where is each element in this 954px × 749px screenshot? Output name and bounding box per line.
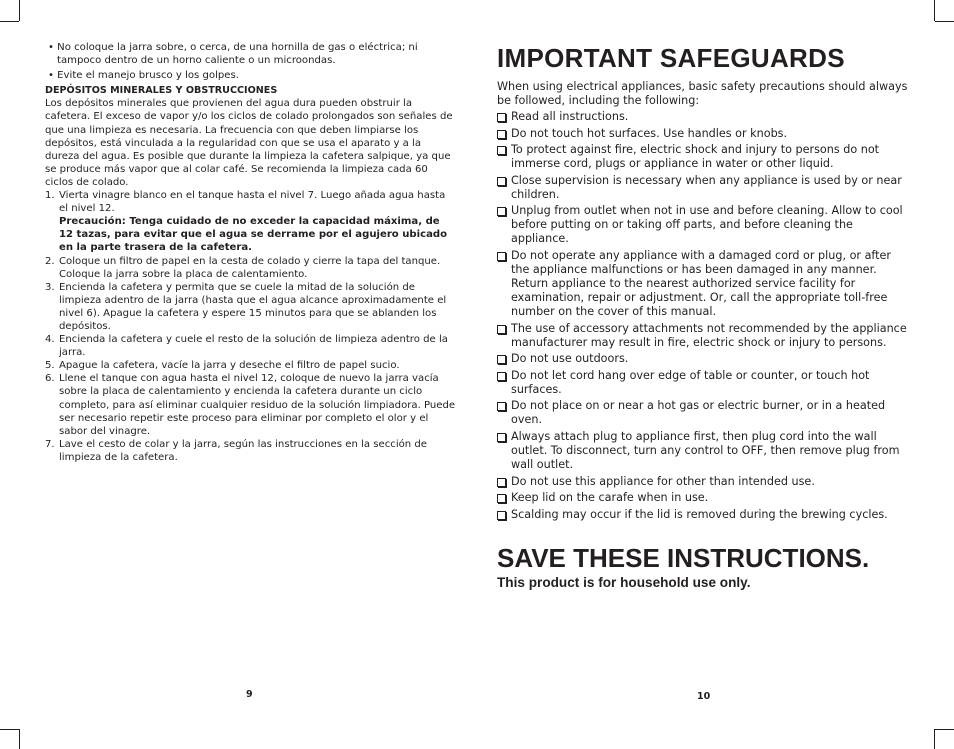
crop-mark-bottom-right-horizontal bbox=[935, 729, 954, 730]
household-use-note: This product is for household use only. bbox=[497, 574, 751, 590]
step-number: 4. bbox=[45, 334, 55, 346]
safeguard-text: Always attach plug to appliance first, then plug cord into the wall outlet. To disconnect, turn any control to OFF, then remove plug from wall outlet. bbox=[511, 429, 900, 471]
safeguard-text: Unplug from outlet when not in use and before cleaning. Allow to cool before putting on or taking off parts, and before cleaning the appliance. bbox=[511, 204, 903, 246]
step-number: 3. bbox=[45, 281, 55, 293]
step-item bbox=[45, 189, 457, 254]
bullet-text: Evite el manejo brusco y los golpes. bbox=[57, 70, 239, 82]
safeguard-text: Do not use outdoors. bbox=[511, 352, 629, 366]
safeguard-text: Scalding may occur if the lid is removed during the brewing cycles. bbox=[511, 507, 888, 521]
step-item bbox=[45, 359, 457, 372]
safeguard-item bbox=[497, 430, 909, 472]
cleaning-steps-list bbox=[45, 189, 457, 464]
safeguard-text: Read all instructions. bbox=[511, 110, 629, 123]
checkbox-square-icon bbox=[497, 207, 506, 216]
step-number: 6. bbox=[45, 373, 55, 385]
right-page-column bbox=[497, 44, 909, 590]
step-text: Encienda la cafetera y permita que se cuele la mitad de la solución de limpieza adentro de la jarra (hasta que el agua alcance aproximadamente el nivel 6). Apague la cafetera y espere 15 minutos para que se ablanden los depósitos. bbox=[59, 281, 447, 332]
step-number: 1. bbox=[45, 190, 55, 202]
page-title: IMPORTANT SAFEGUARDS bbox=[497, 43, 845, 73]
crop-mark-top-left-vertical bbox=[19, 0, 20, 21]
checkbox-square-icon bbox=[497, 372, 506, 381]
safeguard-item bbox=[497, 110, 909, 124]
checkbox-square-icon bbox=[497, 433, 506, 442]
bullet-text: No coloque la jarra sobre, o cerca, de una hornilla de gas o eléctrica; ni tampoco dentro de un horno caliente o un microondas. bbox=[57, 42, 418, 67]
safeguard-item bbox=[497, 143, 909, 171]
step-number: 2. bbox=[45, 255, 55, 267]
safeguard-item bbox=[497, 399, 909, 427]
step-item bbox=[45, 438, 457, 464]
checkbox-square-icon bbox=[497, 177, 506, 186]
step-text: Lave el cesto de colar y la jarra, según las instrucciones en la sección de limpieza de la cafetera. bbox=[59, 438, 428, 463]
crop-mark-bottom-right-vertical bbox=[934, 729, 935, 749]
crop-mark-top-right-horizontal bbox=[935, 21, 954, 22]
safeguard-item bbox=[497, 249, 909, 319]
checkbox-square-icon bbox=[497, 494, 506, 503]
left-page-column bbox=[45, 41, 457, 464]
safeguard-text: Do not use this appliance for other than intended use. bbox=[511, 474, 815, 488]
caution-text: Precaución: Tenga cuidado de no exceder la capacidad máxima, de 12 tazas, para evitar que el agua se derrame por el agujero ubicado en la parte trasera de la cafetera. bbox=[59, 216, 448, 254]
safeguards-list bbox=[497, 110, 909, 522]
section-heading: DEPÓSITOS MINERALES Y OBSTRUCCIONES bbox=[45, 85, 278, 97]
checkbox-square-icon bbox=[497, 113, 506, 122]
safeguard-item bbox=[497, 508, 909, 522]
safeguard-text: To protect against fire, electric shock and injury to persons do not immerse cord, plugs or appliance in water or other liquid. bbox=[511, 143, 880, 171]
step-text: Vierta vinagre blanco en el tanque hasta el nivel 7. Luego añada agua hasta el nivel 12. bbox=[59, 190, 446, 215]
step-number: 7. bbox=[45, 438, 55, 450]
bullet-item: • Evite el manejo brusco y los golpes. bbox=[48, 70, 239, 82]
step-item bbox=[45, 333, 457, 359]
step-number: 5. bbox=[45, 360, 55, 372]
checkbox-square-icon bbox=[497, 355, 506, 364]
crop-mark-top-right-vertical bbox=[934, 0, 935, 21]
safeguard-item bbox=[497, 322, 909, 350]
checkbox-square-icon bbox=[497, 402, 506, 411]
checkbox-square-icon bbox=[497, 146, 506, 155]
safeguard-text: Do not let cord hang over edge of table or counter, or touch hot surfaces. bbox=[511, 368, 870, 396]
checkbox-square-icon bbox=[497, 130, 506, 139]
section-intro: Los depósitos minerales que provienen del agua dura pueden obstruir la cafetera. El exceso de vapor y/o los ciclos de colado prolongados son señales de que una limpieza es necesaria. La frecuencia con que deben limpiarse los depósitos, está vinculada a la regularidad con que se usa el aparato y a la dureza del agua. Es posible que durante la limpieza la cafetera salpique, ya que se produce más vapor que al colar café. Se recomienda la limpieza cada 60 ciclos de colado. bbox=[45, 98, 453, 188]
safeguard-text: Keep lid on the carafe when in use. bbox=[511, 491, 709, 505]
safeguard-item bbox=[497, 369, 909, 397]
safeguard-item bbox=[497, 127, 909, 141]
safeguard-item bbox=[497, 352, 909, 366]
safeguards-intro: When using electrical appliances, basic safety precautions should always be followed, including the following: bbox=[497, 80, 908, 107]
safeguard-text: Do not operate any appliance with a damaged cord or plug, or after the appliance malfunctions or has been damaged in any manner. Return appliance to the nearest authorized service facility for examination, repair or adjustment. Or, call the appropriate toll-free number on the cover of this manual. bbox=[511, 248, 892, 318]
safeguard-item bbox=[497, 174, 909, 202]
page-number-left: 9 bbox=[246, 689, 253, 700]
step-item bbox=[45, 372, 457, 437]
step-item bbox=[45, 281, 457, 333]
checkbox-square-icon bbox=[497, 325, 506, 334]
crop-mark-bottom-left-vertical bbox=[19, 729, 20, 749]
safeguard-item bbox=[497, 475, 909, 489]
safeguard-text: Do not place on or near a hot gas or electric burner, or in a heated oven. bbox=[511, 399, 886, 427]
step-text: Llene el tanque con agua hasta el nivel 12, coloque de nuevo la jarra vacía sobre la placa de calentamiento y encienda la cafetera durante un ciclo completo, para así eliminar cualquier residuo de la solución limpiadora. Puede ser necesario repetir este proceso para eliminar por completo el olor y el sabor del vinagre. bbox=[59, 373, 456, 437]
safeguard-item bbox=[497, 491, 909, 505]
crop-mark-bottom-left-horizontal bbox=[0, 729, 19, 730]
step-text: Encienda la cafetera y cuele el resto de la solución de limpieza adentro de la jarra. bbox=[59, 334, 448, 359]
save-instructions-heading: SAVE THESE INSTRUCTIONS. bbox=[497, 542, 870, 573]
step-item bbox=[45, 255, 457, 281]
bullet-item: • No coloque la jarra sobre, o cerca, de una hornilla de gas o eléctrica; ni tampoco dentro de un horno caliente o un microondas. bbox=[48, 42, 418, 67]
checkbox-square-icon bbox=[497, 511, 506, 520]
safeguard-text: Close supervision is necessary when any appliance is used by or near children. bbox=[511, 173, 902, 201]
checkbox-square-icon bbox=[497, 252, 506, 261]
step-text: Apague la cafetera, vacíe la jarra y deseche el filtro de papel sucio. bbox=[59, 360, 400, 372]
safeguard-item bbox=[497, 204, 909, 246]
safeguard-text: The use of accessory attachments not recommended by the appliance manufacturer may result in fire, electric shock or injury to persons. bbox=[511, 321, 907, 349]
step-text: Coloque un filtro de papel en la cesta de colado y cierre la tapa del tanque. Coloque la jarra sobre la placa de calentamiento. bbox=[59, 255, 441, 280]
safeguard-text: Do not touch hot surfaces. Use handles or knobs. bbox=[511, 126, 788, 140]
checkbox-square-icon bbox=[497, 478, 506, 487]
crop-mark-top-left-horizontal bbox=[0, 21, 19, 22]
page-number-right: 10 bbox=[697, 691, 711, 702]
